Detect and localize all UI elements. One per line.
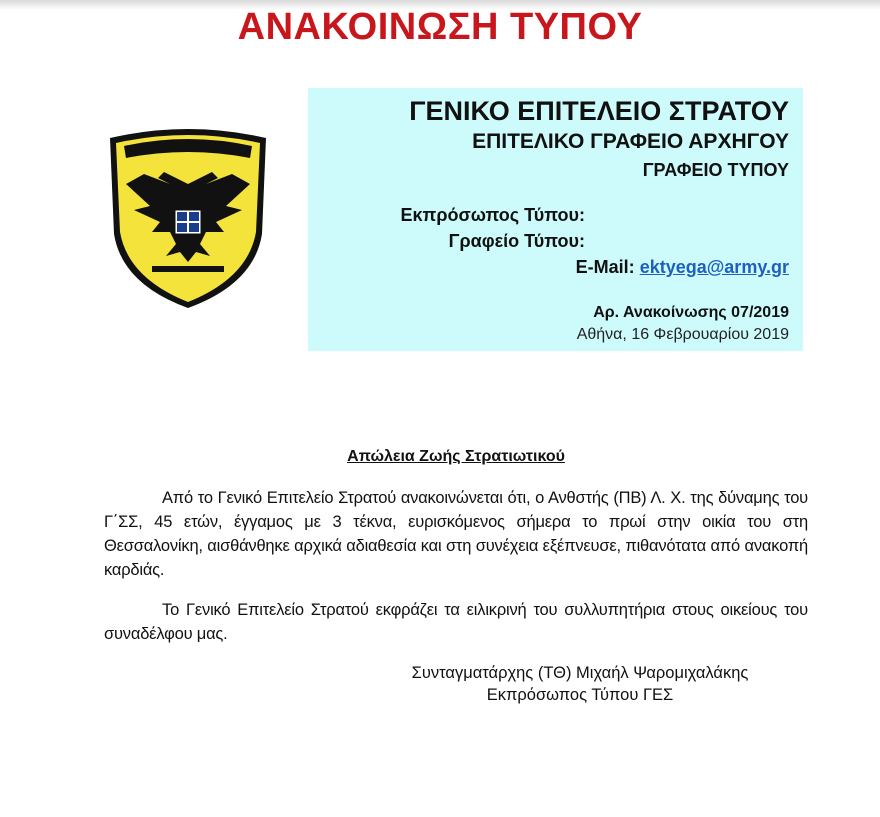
department-name: ΓΡΑΦΕΙΟ ΤΥΠΟΥ [642, 160, 789, 180]
body-paragraph-1: Από το Γενικό Επιτελείο Στρατού ανακοινώνεται ότι, ο Ανθστής (ΠΒ) Λ. Χ. της δύναμης του Γ΄ΣΣ, 45 ετών, έγγαμος με 3 τέκνα, ευρισκόμενος σήμερα το πρωί στην οικία του στη Θεσσαλονίκη, αισθάνθηκε αρχικά αδιαθεσία και στη συνέχεια εξέπνευσε, πιθανότατα από ανακοπή καρδιάς. [104, 489, 808, 579]
press-office-label: Γραφείο Τύπου: [448, 231, 585, 251]
email-link[interactable]: ektyega@army.gr [639, 257, 789, 277]
signature-name: Συνταγματάρχης (ΤΘ) Μιχαήλ Ψαρομιχαλάκης [411, 664, 749, 682]
organization-name: ΓΕΝΙΚΟ ΕΠΙΤΕΛΕΙΟ ΣΤΡΑΤΟΥ [409, 96, 789, 126]
office-name: ΕΠΙΤΕΛΙΚΟ ΓΡΑΦΕΙΟ ΑΡΧΗΓΟΥ [472, 130, 789, 153]
email-label: E-Mail: [575, 257, 635, 277]
announcement-number: Αρ. Ανακοίνωσης 07/2019 [593, 304, 789, 321]
announcement-date: Αθήνα, 16 Φεβρουαρίου 2019 [576, 326, 789, 343]
subject-heading: Απώλεια Ζωής Στρατιωτικού [347, 448, 565, 465]
document-title: ΑΝΑΚΟΙΝΩΣΗ ΤΥΠΟΥ [237, 6, 643, 48]
army-emblem-logo [104, 124, 272, 310]
header-info-box [308, 88, 803, 351]
spokesperson-label: Εκπρόσωπος Τύπου: [400, 205, 585, 225]
body-paragraph-2: Το Γενικό Επιτελείο Στρατού εκφράζει τα ειλικρινή του συλλυπητήρια στους οικείους του συναδέλφου μας. [104, 601, 808, 643]
email-row [576, 257, 789, 278]
signature-role: Εκπρόσωπος Τύπου ΓΕΣ [486, 686, 674, 704]
